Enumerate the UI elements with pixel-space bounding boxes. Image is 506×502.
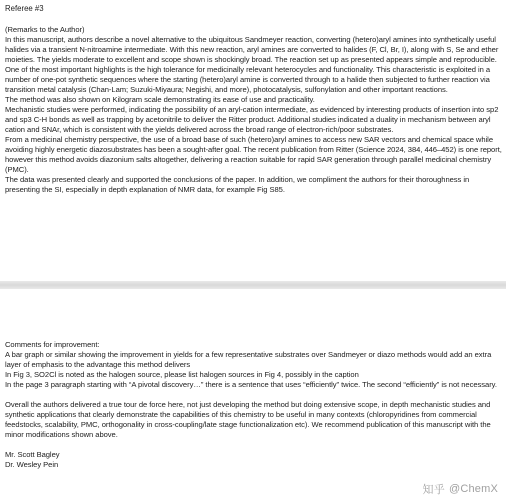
remarks-paragraph-3: The method was also shown on Kilogram scale demonstrating its ease of use and practicality. [5, 95, 315, 104]
remarks-paragraph-5: From a medicinal chemistry perspective, the use of a broad base of such (hetero)aryl amines to access new SAR vectors and chemical space while avoiding highly energetic diazosubstrates has been a sought-after goal. The recent publication from Ritter (Science 2024, 384, 446–452) is one report, however this method avoids diazonium salts altogether, delivering a reaction suitable for rapid SAR generation through parallel medicinal chemistry (PMC). [5, 135, 502, 174]
closing-paragraph: Overall the authors delivered a true tour de force here, not just developing the method but doing extensive scope, in depth mechanistic studies and synthetic applications that clearly demonstrate the capabilities of this chemistry to be useful in many contexts (chloropyridines from commercial feedstocks, scalability, PMC, orthogonality in cross-coupling/late stage functionalization etc). We recommend publication of this manuscript with the minor modifications shown above. [5, 400, 491, 439]
signature-2: Dr. Wesley Pein [5, 460, 59, 469]
blank-line [5, 440, 502, 450]
remarks-paragraph-1: In this manuscript, authors describe a novel alternative to the ubiquitous Sandmeyer reaction, converting (hetero)aryl amines into synthetically useful halides via a transient N-nitroamine intermediate. With this new reaction, aryl amines are converted to halides (F, Cl, Br, I), along with S, Se and ether moieties. The yields moderate to excellent and scope shown is shockingly broad. The reaction set up as presented appears simple and reproducible. [5, 35, 499, 64]
remarks-paragraph-2: One of the most important highlights is the high tolerance for medicinally relevant heterocycles and functionality. This characteristic is exploited in a number of one-pot synthetic sequences where the starting (hetero)aryl amine is converted through to a halide then subjected to further reaction via transition metal catalysis (Chan-Lam; Suzuki-Miyaura; Negishi, and more), photocatalysis, sulfonylation and other important reactions. [5, 65, 491, 94]
remarks-paragraph-6: The data was presented clearly and supported the conclusions of the paper. In addition, we compliment the authors for their thoroughness in presenting the SI, especially in depth explanation of NMR data, for example Fig S85. [5, 175, 470, 194]
review-page-bottom [0, 289, 506, 502]
page-separator [0, 281, 506, 289]
improvement-item-1: A bar graph or similar showing the improvement in yields for a few representative substrates over Sandmeyer or diazo methods would add an extra layer of emphasis to the advantage this method delivers [5, 350, 492, 369]
remarks-paragraph-4: Mechanistic studies were performed, indicating the possibility of an aryl-cation intermediate, as evidenced by interesting products of insertion into sp2 and sp3 C-H bonds as well as trapping by acetonitrile to deliver the Ritter product. Additional studies indicated a duality in mechanism between aryl cation and SNAr, which is consistent with the yields delivered across the broad range of electron-rich/poor substrates. [5, 105, 499, 134]
improvement-item-3: In the page 3 paragraph starting with “A pivotal discovery…” there is a sentence that uses “efficiently” twice. The second “efficiently” is not necessary. [5, 380, 497, 389]
improvement-heading: Comments for improvement: [5, 340, 100, 349]
watermark-handle: @ChemX [448, 483, 498, 495]
referee-title: Referee #3 [5, 4, 44, 13]
improvement-section [5, 340, 502, 470]
signature-1: Mr. Scott Bagley [5, 450, 60, 459]
remarks-heading: (Remarks to the Author) [5, 25, 85, 34]
watermark [423, 481, 498, 497]
zhihu-logo-text: 知乎 [422, 483, 445, 496]
blank-line [5, 390, 502, 400]
remarks-section [5, 25, 502, 195]
improvement-item-2: In Fig 3, SO2Cl is noted as the halogen source, please list halogen sources in Fig 4, possibly in the caption [5, 370, 359, 379]
